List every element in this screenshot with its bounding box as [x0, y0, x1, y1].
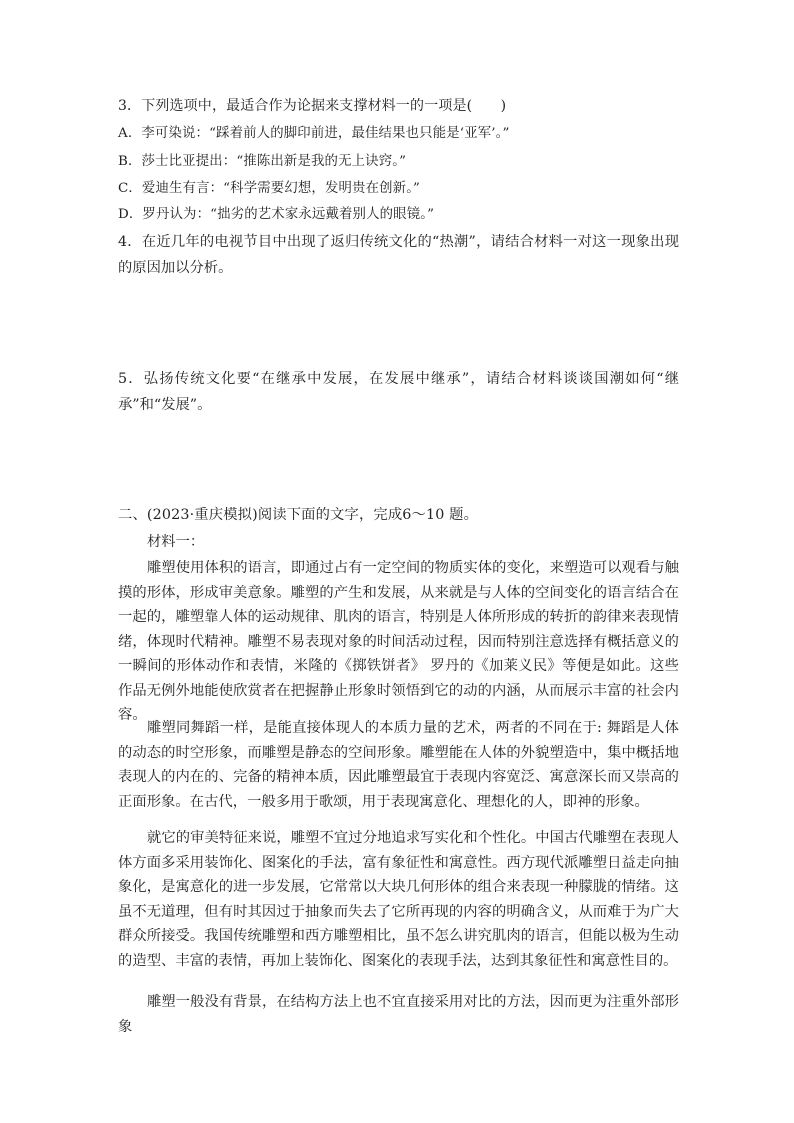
document-page — [118, 0, 678, 1123]
question-3-stem: 3．下列选项中，最适合作为论据来支撑材料一的一项是( ) — [118, 98, 507, 114]
material-1-paragraph-3: 就它的审美特征来说，雕塑不宜过分地追求写实化和个性化。中国古代雕塑在表现人体方面多采用装饰化、图案化的手法，富有象征性和寓意性。西方现代派雕塑日益走向抽象化，是寓意化的进一步发展，它常常以大块几何形体的组合来表现一种朦胧的情绪。这虽不无道理，但有时其因过于抽象而失去了它所再现的内容的明确含义，从而难于为广大群众所接受。我国传统雕塑和西方雕塑相比，虽不怎么讲究肌肉的语言，但能以极为生动的造型、丰富的表情，再加上装饰化、图案化的表现手法，达到其象征性和寓意性目的。 — [118, 830, 679, 969]
question-3-option-d: D．罗丹认为：“拙劣的艺术家永远戴着别人的眼镜。” — [118, 207, 435, 222]
material-1-paragraph-2: 雕塑同舞蹈一样，是能直接体现人的本质力量的艺术，两者的不同在于: 舞蹈是人体的动态的时空形象，而雕塑是静态的空间形象。雕塑能在人体的外貌塑造中，集中概括地表现人的内在的、完备的精神本质，因此雕塑最宜于表现内容宽泛、寓意深长而又崇高的正面形象。在古代，一般多用于歌颂，用于表现寓意化、理想化的人，即神的形象。 — [118, 720, 679, 810]
question-4: 4．在近几年的电视节目中出现了返归传统文化的“热潮”，请结合材料一对这一现象出现的原因加以分析。 — [118, 234, 679, 276]
question-3-option-b: B．莎士比亚提出：“推陈出新是我的无上诀窍。” — [118, 154, 407, 169]
material-1-label: 材料一： — [147, 534, 205, 550]
section-2-heading: 二、(2023·重庆模拟)阅读下面的文字，完成6～10 题。 — [118, 507, 479, 523]
question-5: 5．弘扬传统文化要“在继承中发展，在发展中继承”，请结合材料谈谈国潮如何“继承”和“发展”。 — [118, 371, 679, 413]
material-1-paragraph-4: 雕塑一般没有背景，在结构方法上也不宜直接采用对比的方法，因而更为注重外部形象 — [118, 994, 679, 1035]
material-1-paragraph-1: 雕塑使用体积的语言，即通过占有一定空间的物质实体的变化，来塑造可以观看与触摸的形体，形成审美意象。雕塑的产生和发展，从来就是与人体的空间变化的语言结合在一起的，雕塑靠人体的运动规律、肌肉的语言，特别是人体所形成的转折的韵律来表现情绪，体现时代精神。雕塑不易表现对象的时间活动过程，因而特别注意选择有概括意义的一瞬间的形体动作和表情，米隆的《掷铁饼者》 罗丹的《加莱义民》等便是如此。这些作品无例外地能使欣赏者在把握静止形象时领悟到它的动的内涵，从而展示丰富的社会内容。 — [118, 560, 679, 723]
question-3-option-c: C．爱迪生有言：“科学需要幻想，发明贵在创新。” — [118, 181, 421, 196]
question-3-option-a: A．李可染说：“踩着前人的脚印前进，最佳结果也只能是‘亚军’。” — [118, 126, 510, 141]
